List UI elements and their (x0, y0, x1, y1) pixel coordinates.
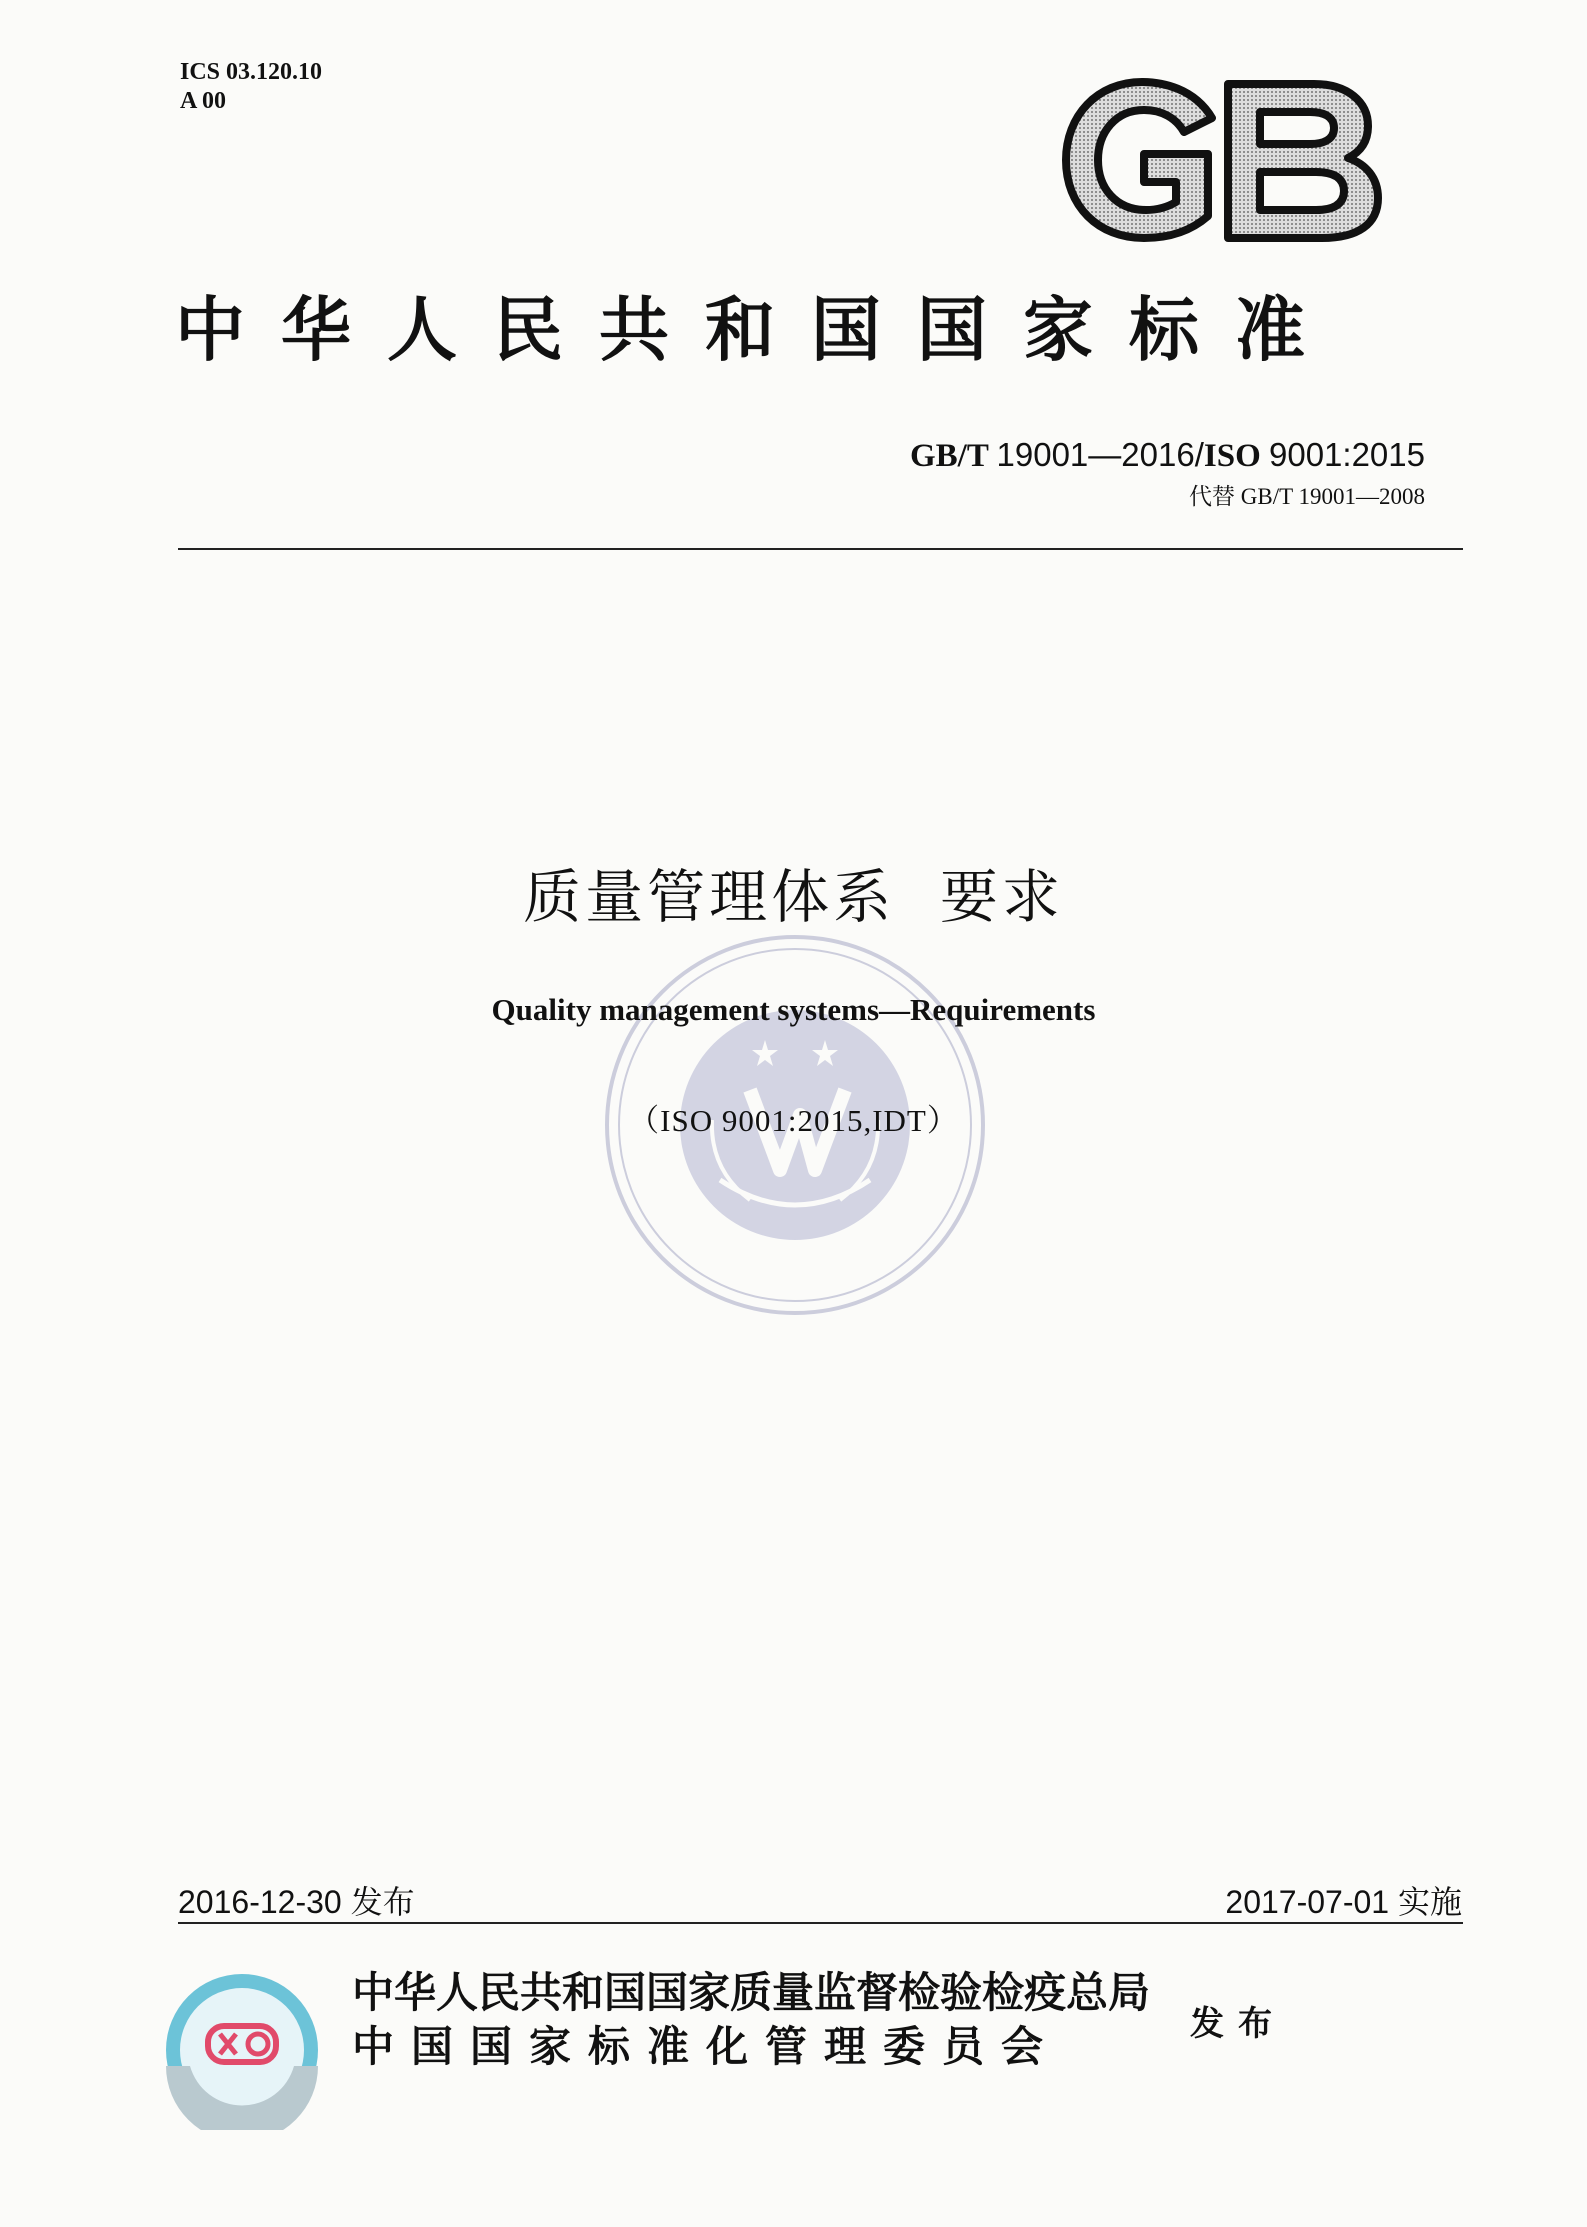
issue-action: 发布 (1190, 2004, 1286, 2044)
publish-date: 2016-12-30 发布 (178, 1884, 415, 1920)
replaces-standard: 代替 GB/T 19001—2008 (1189, 484, 1425, 509)
issuing-authorities (352, 1966, 1150, 2074)
national-standard-title: 中华人民共和国国家标准 (175, 288, 1341, 371)
iso-number: 9001:2015 (1269, 436, 1425, 473)
classification-codes (180, 58, 322, 116)
document-title-chinese: 质量管理体系 要求 (523, 863, 1064, 931)
issuer-sac: 中国国家标准化管理委员会 (352, 2022, 1061, 2071)
ccs-code: A 00 (180, 88, 227, 114)
standard-prefix: GB/T (910, 438, 989, 474)
anti-counterfeit-seal (162, 1970, 322, 2130)
document-title-english: Quality management systems—Requirements (491, 992, 1096, 1027)
iso-prefix: ISO (1203, 438, 1261, 474)
iso-equivalence: （ISO 9001:2015,IDT） (628, 1103, 959, 1138)
ics-code: ICS 03.120.10 (180, 59, 323, 85)
issuer-aqsiq: 中华人民共和国国家质量监督检验检疫总局 (352, 1968, 1151, 2017)
effective-date: 2017-07-01 实施 (1225, 1884, 1462, 1920)
standard-number (910, 436, 1425, 475)
top-divider (178, 548, 1463, 550)
standard-main-number: 19001—2016/ (996, 436, 1204, 473)
bottom-divider (178, 1922, 1463, 1924)
gb-logo (1062, 78, 1382, 242)
